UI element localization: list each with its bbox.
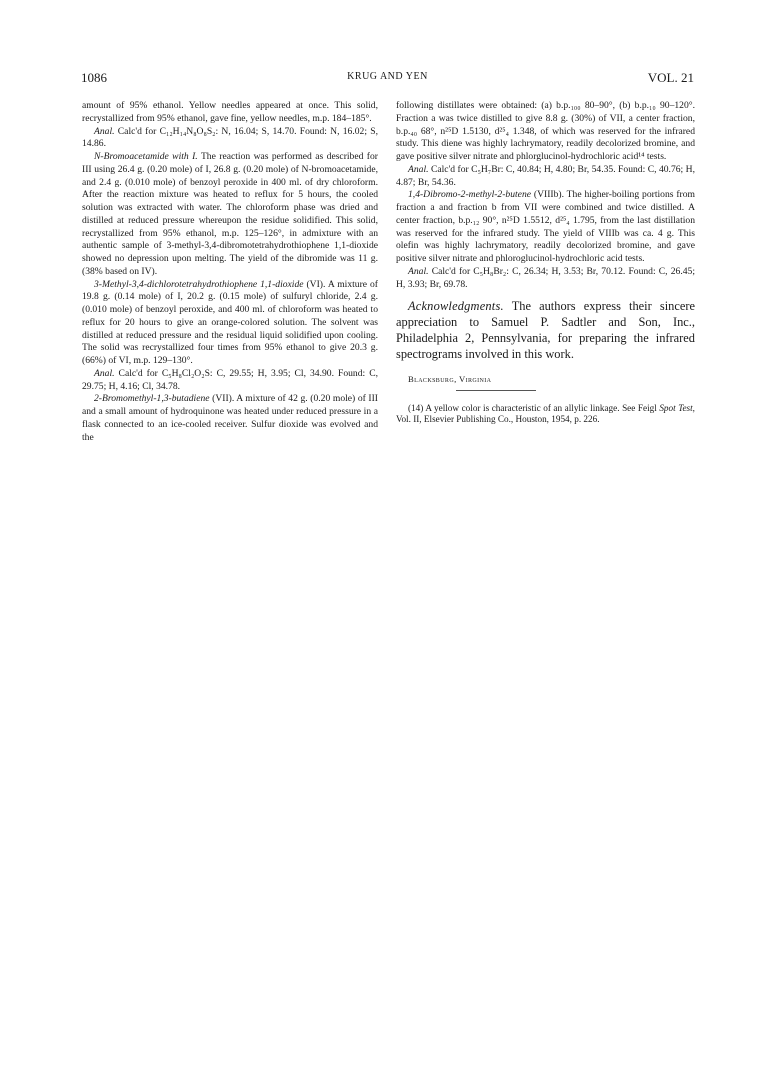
- left-column: [82, 100, 378, 444]
- paragraph: 2-Bromomethyl-1,3-butadiene (VII). A mixture of 42 g. (0.20 mole) of III and a small amount of hydroquinone was heated under reduced pressure in a flask connected to an ice-cooled receiver. Sulfur dioxide was evolved and the: [82, 393, 378, 443]
- analysis-paragraph: Anal. Calc'd for C₅H₈Cl₂O₂S: C, 29.55; H, 3.95; Cl, 34.90. Found: C, 29.75; H, 4.16; Cl, 34.78.: [82, 367, 378, 392]
- paragraph: 1,4-Dibromo-2-methyl-2-butene (VIIIb). The higher-boiling portions from fraction a and fraction b from VII were combined and twice distilled. A center fraction, b.p.₁₂ 90°, n²⁵D 1.5512, d²⁵₄ 1.795, from the last distillation was reserved for the infrared study. The yield of VIIIb was ca. 4 g. This olefin was highly lachrymatory, readily decolorized bromine, and gave positive silver nitrate and phloroglucinol-hydrochloric acid tests.: [396, 189, 695, 264]
- paragraph: amount of 95% ethanol. Yellow needles appeared at once. This solid, recrystallized from 95% ethanol, gave fine, yellow needles, m.p. 184–185°.: [82, 100, 378, 124]
- page-number: 1086: [81, 70, 107, 85]
- analysis-paragraph: Anal. Calc'd for C₁₂H₁₄N₈O₈S₂: N, 16.04; S, 14.70. Found: N, 16.02; S, 14.86.: [82, 125, 378, 150]
- footnote: (14) A yellow color is characteristic of an allylic linkage. See Feigl Spot Test, Vol. II, Elsevier Publishing Co., Houston, 1954, p. 226.: [396, 402, 695, 425]
- paragraph: following distillates were obtained: (a) b.p.₁₀₀ 80–90°, (b) b.p.₁₀ 90–120°. Fraction a was twice distilled to give 8.8 g. (30%) of VII, a center fraction, b.p.₄₀ 68°, n²⁵D 1.5130, d²⁵₄ 1.348, of which was reserved for the infrared study. This diene was highly lachrymatory, readily decolorized bromine, and gave positive silver nitrate and phlorglucinol-hydrochloric acid¹⁴ tests.: [396, 100, 695, 162]
- analysis-paragraph: Anal. Calc'd for C₅H₈Br₂: C, 26.34; H, 3.53; Br, 70.12. Found: C, 26.45; H, 3.93; Br, 69.78.: [396, 265, 695, 290]
- author-location: Blacksburg, Virginia: [408, 373, 492, 384]
- compound-title: 1,4-Dibromo-2-methyl-2-butene: [408, 189, 531, 201]
- footnote-divider: [456, 390, 536, 391]
- analysis-paragraph: Anal. Calc'd for C₅H₇Br: C, 40.84; H, 4.80; Br, 54.35. Found: C, 40.76; H, 4.87; Br, 54.36.: [396, 163, 695, 188]
- right-column: [396, 100, 695, 426]
- compound-title: 3-Methyl-3,4-dichlorotetrahydrothiophene 1,1-dioxide: [94, 278, 304, 290]
- paragraph: N-Bromoacetamide with I. The reaction was performed as described for III using 26.4 g. (0.20 mole) of I, 26.8 g. (0.20 mole) of N-bromoacetamide, and 2.4 g. (0.010 mole) of benzoyl peroxide in 400 ml. of dry chloroform. After the reaction mixture was heated to reflux for 5 hours, the cooled solution was extracted with water. The chloroform phase was dried and distilled at reduced pressure whereupon the residue solidified. This solid, recrystallized from 95% ethanol, m.p. 125–126°, in admixture with an authentic sample of 3-methyl-3,4-dibromotetrahydrothiophene 1,1-dioxide showed no depression upon melting. The yield of the dibromide was 11 g. (38% based on IV).: [82, 151, 378, 277]
- page-header: [81, 70, 694, 88]
- compound-title: N-Bromoacetamide with I.: [94, 151, 198, 162]
- compound-title: 2-Bromomethyl-1,3-butadiene: [94, 393, 210, 405]
- running-head: KRUG AND YEN: [347, 71, 428, 82]
- paragraph: 3-Methyl-3,4-dichlorotetrahydrothiophene 1,1-dioxide (VI). A mixture of 19.8 g. (0.14 mole) of I, 20.2 g. (0.15 mole) of sulfuryl chloride, 2.4 g. (0.010 mole) of benzoyl peroxide, and 400 ml. of chloroform was heated to reflux for 20 hours to give an orange-colored solution. The solvent was distilled at reduced pressure and the residual liquid solidified upon cooling. The solid was recrystallized four times from 95% ethanol to give 20.3 g. (66%) of VI, m.p. 129–130°.: [82, 278, 378, 366]
- volume-label: VOL. 21: [647, 70, 694, 85]
- acknowledgments: Acknowledgments. The authors express their sincere appreciation to Samuel P. Sadtler and Son, Inc., Philadelphia 2, Pennsylvania, for preparing the infrared spectrograms involved in this work.: [396, 299, 695, 361]
